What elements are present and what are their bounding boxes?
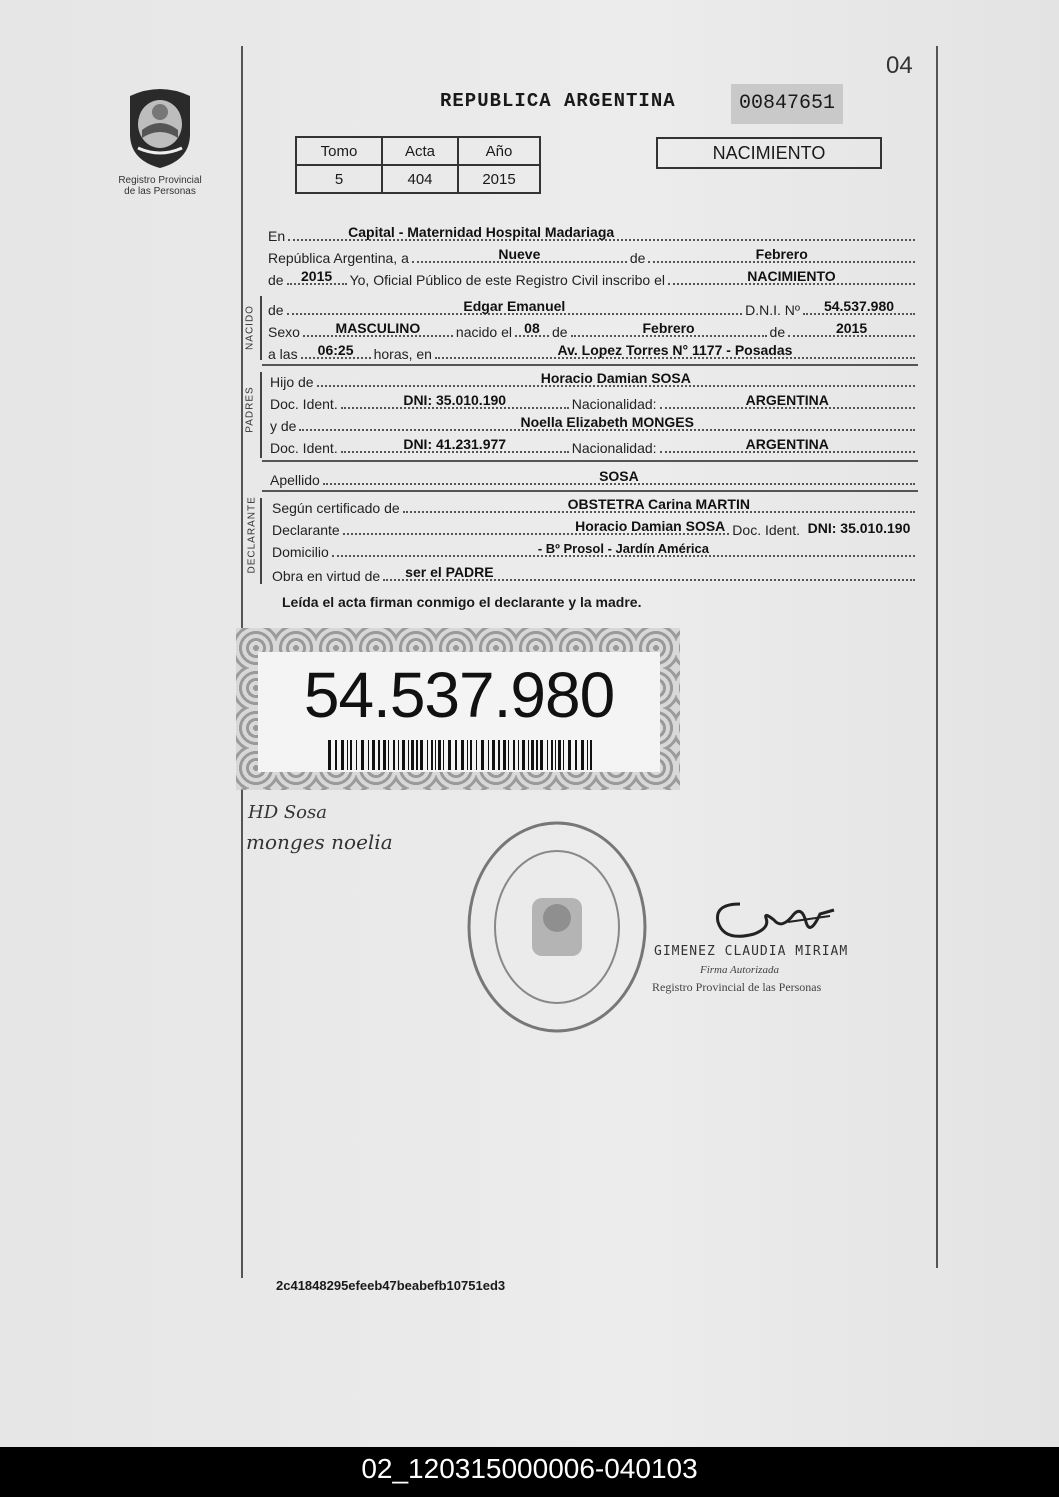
label-en: En	[268, 228, 286, 244]
field-sexo	[303, 321, 453, 337]
row-mother	[270, 414, 918, 434]
field-father	[317, 371, 915, 387]
field-event	[668, 269, 915, 285]
scan-id-footer: 02_120315000006-040103	[0, 1447, 1059, 1497]
padres-divider	[262, 460, 918, 462]
value-day: Nueve	[498, 246, 541, 262]
label-de-month: de	[629, 250, 646, 266]
value-obra: ser el PADRE	[405, 564, 494, 580]
label-de-byear: de	[769, 324, 786, 340]
field-declarante-doc	[803, 521, 915, 535]
field-declarante	[343, 519, 730, 535]
serial-number: 00847651	[731, 84, 843, 124]
signatory-office: Registro Provincial de las Personas	[652, 980, 822, 994]
label-de-bmonth: de	[551, 324, 568, 340]
table-header-tomo: Tomo	[296, 137, 382, 165]
field-mother-nat	[660, 437, 915, 453]
document-hash: 2c41848295efeeb47beabefb10751ed3	[276, 1278, 506, 1293]
field-apellido	[323, 469, 915, 485]
field-obra	[383, 565, 915, 581]
value-birth-month: Febrero	[642, 320, 695, 336]
registry-logo	[112, 82, 208, 197]
row-name	[268, 298, 918, 318]
value-place: Capital - Maternidad Hospital Madariaga	[348, 224, 615, 240]
label-horas: horas, en	[373, 346, 432, 362]
value-cert: OBSTETRA Carina MARTIN	[567, 496, 750, 512]
tomo-acta-anio-table	[295, 136, 541, 194]
field-mother	[299, 415, 915, 431]
field-time	[301, 343, 371, 359]
value-year: 2015	[301, 268, 333, 284]
row-time	[268, 342, 918, 362]
handwritten-note-line2: monges noelia	[246, 830, 393, 854]
row-place	[268, 224, 918, 244]
value-birth-day: 08	[524, 320, 540, 336]
declarante-section-label: DECLARANTE	[246, 496, 258, 574]
label-statement: Yo, Oficial Público de este Registro Civil inscribo el	[349, 272, 665, 288]
value-month: Febrero	[755, 246, 808, 262]
table-value-tomo: 5	[296, 165, 382, 193]
dni-sticker	[236, 628, 680, 790]
table-header-acta: Acta	[382, 137, 458, 165]
value-address: Av. Lopez Torres N° 1177 - Posadas	[557, 342, 793, 358]
logo-caption-line2: de las Personas	[124, 186, 196, 197]
row-obra	[272, 564, 918, 584]
padres-section-bar	[260, 372, 262, 458]
row-father-doc	[270, 392, 918, 412]
field-address	[435, 343, 915, 359]
signatory-name: GIMENEZ CLAUDIA MIRIAM	[654, 944, 849, 959]
right-margin-line	[936, 46, 938, 1268]
logo-caption-line1: Registro Provincial	[118, 175, 202, 186]
sticker-label-area	[258, 652, 660, 772]
label-declarante-doc: Doc. Ident.	[732, 522, 800, 538]
closing-statement: Leída el acta firman conmigo el declarante y la madre.	[282, 594, 642, 610]
nacido-section-label: NACIDO	[244, 305, 256, 350]
sticker-dni-number: 54.537.980	[303, 659, 615, 731]
row-mother-doc	[270, 436, 918, 456]
row-sexo	[268, 320, 918, 340]
field-dni	[803, 299, 915, 315]
apellido-divider	[262, 490, 918, 492]
signature-scribble-icon	[710, 892, 840, 950]
label-nacido-el: nacido el	[455, 324, 512, 340]
page-number: 04	[886, 52, 913, 79]
value-sexo: MASCULINO	[335, 320, 421, 336]
field-cert	[403, 497, 915, 513]
field-day	[412, 247, 627, 263]
value-father: Horacio Damian SOSA	[540, 370, 691, 386]
handwritten-note-line1: HD Sosa	[248, 802, 327, 823]
field-mother-doc	[341, 437, 569, 453]
value-time: 06:25	[317, 342, 354, 358]
label-a-las: a las	[268, 346, 298, 362]
value-mother-doc: DNI: 41.231.977	[403, 436, 507, 452]
nacido-section-bar	[260, 296, 262, 360]
value-declarante: Horacio Damian SOSA	[575, 518, 726, 534]
nacido-divider	[262, 364, 918, 366]
value-declarante-doc: DNI: 35.010.190	[807, 520, 911, 536]
value-dni: 54.537.980	[823, 298, 895, 314]
label-de-year: de	[268, 272, 284, 288]
coat-of-arms-icon	[120, 82, 200, 170]
barcode-icon	[328, 740, 596, 770]
row-father	[270, 370, 918, 390]
label-mother-doc: Doc. Ident.	[270, 440, 338, 456]
value-father-nat: ARGENTINA	[745, 392, 829, 408]
label-domicilio: Domicilio	[272, 544, 329, 560]
label-mother-nat: Nacionalidad:	[571, 440, 657, 456]
field-domicilio	[332, 541, 915, 557]
field-year	[287, 269, 347, 285]
value-domicilio: - Bº Prosol - Jardín América	[537, 541, 709, 556]
label-hijo-de: Hijo de	[270, 374, 314, 390]
value-birth-year: 2015	[835, 320, 868, 336]
signatory-role: Firma Autorizada	[700, 964, 779, 976]
label-sexo: Sexo	[268, 324, 300, 340]
value-mother-nat: ARGENTINA	[745, 436, 829, 452]
field-place	[288, 225, 915, 241]
record-type-box: NACIMIENTO	[656, 137, 882, 169]
declarante-section-bar	[260, 498, 262, 584]
row-cert	[272, 496, 918, 516]
label-republica: República Argentina, a	[268, 250, 409, 266]
field-father-nat	[660, 393, 915, 409]
table-value-anio: 2015	[458, 165, 540, 193]
value-father-doc: DNI: 35.010.190	[403, 392, 507, 408]
row-domicilio	[272, 540, 918, 560]
value-apellido: SOSA	[599, 468, 639, 484]
label-cert: Según certificado de	[272, 500, 400, 516]
country-title: REPUBLICA ARGENTINA	[440, 90, 676, 112]
label-apellido: Apellido	[270, 472, 320, 488]
value-mother: Noella Elizabeth MONGES	[520, 414, 694, 430]
value-name: Edgar Emanuel	[463, 298, 566, 314]
value-event: NACIMIENTO	[747, 268, 836, 284]
padres-section-label: PADRES	[244, 386, 256, 433]
official-stamp-icon	[462, 818, 652, 1036]
field-month	[648, 247, 915, 263]
label-dni: D.N.I. Nº	[745, 302, 800, 318]
field-birth-year	[788, 321, 915, 337]
row-date	[268, 246, 918, 266]
table-header-anio: Año	[458, 137, 540, 165]
field-birth-day	[515, 321, 549, 337]
label-obra: Obra en virtud de	[272, 568, 381, 584]
row-statement	[268, 268, 918, 288]
label-y-de: y de	[270, 418, 297, 434]
label-father-nat: Nacionalidad:	[571, 396, 657, 412]
label-father-doc: Doc. Ident.	[270, 396, 338, 412]
row-declarante	[272, 518, 918, 538]
field-father-doc	[341, 393, 569, 409]
field-birth-month	[571, 321, 767, 337]
row-apellido	[270, 468, 918, 488]
field-name	[287, 299, 743, 315]
label-de-name: de	[268, 302, 284, 318]
label-declarante: Declarante	[272, 522, 340, 538]
table-value-acta: 404	[382, 165, 458, 193]
